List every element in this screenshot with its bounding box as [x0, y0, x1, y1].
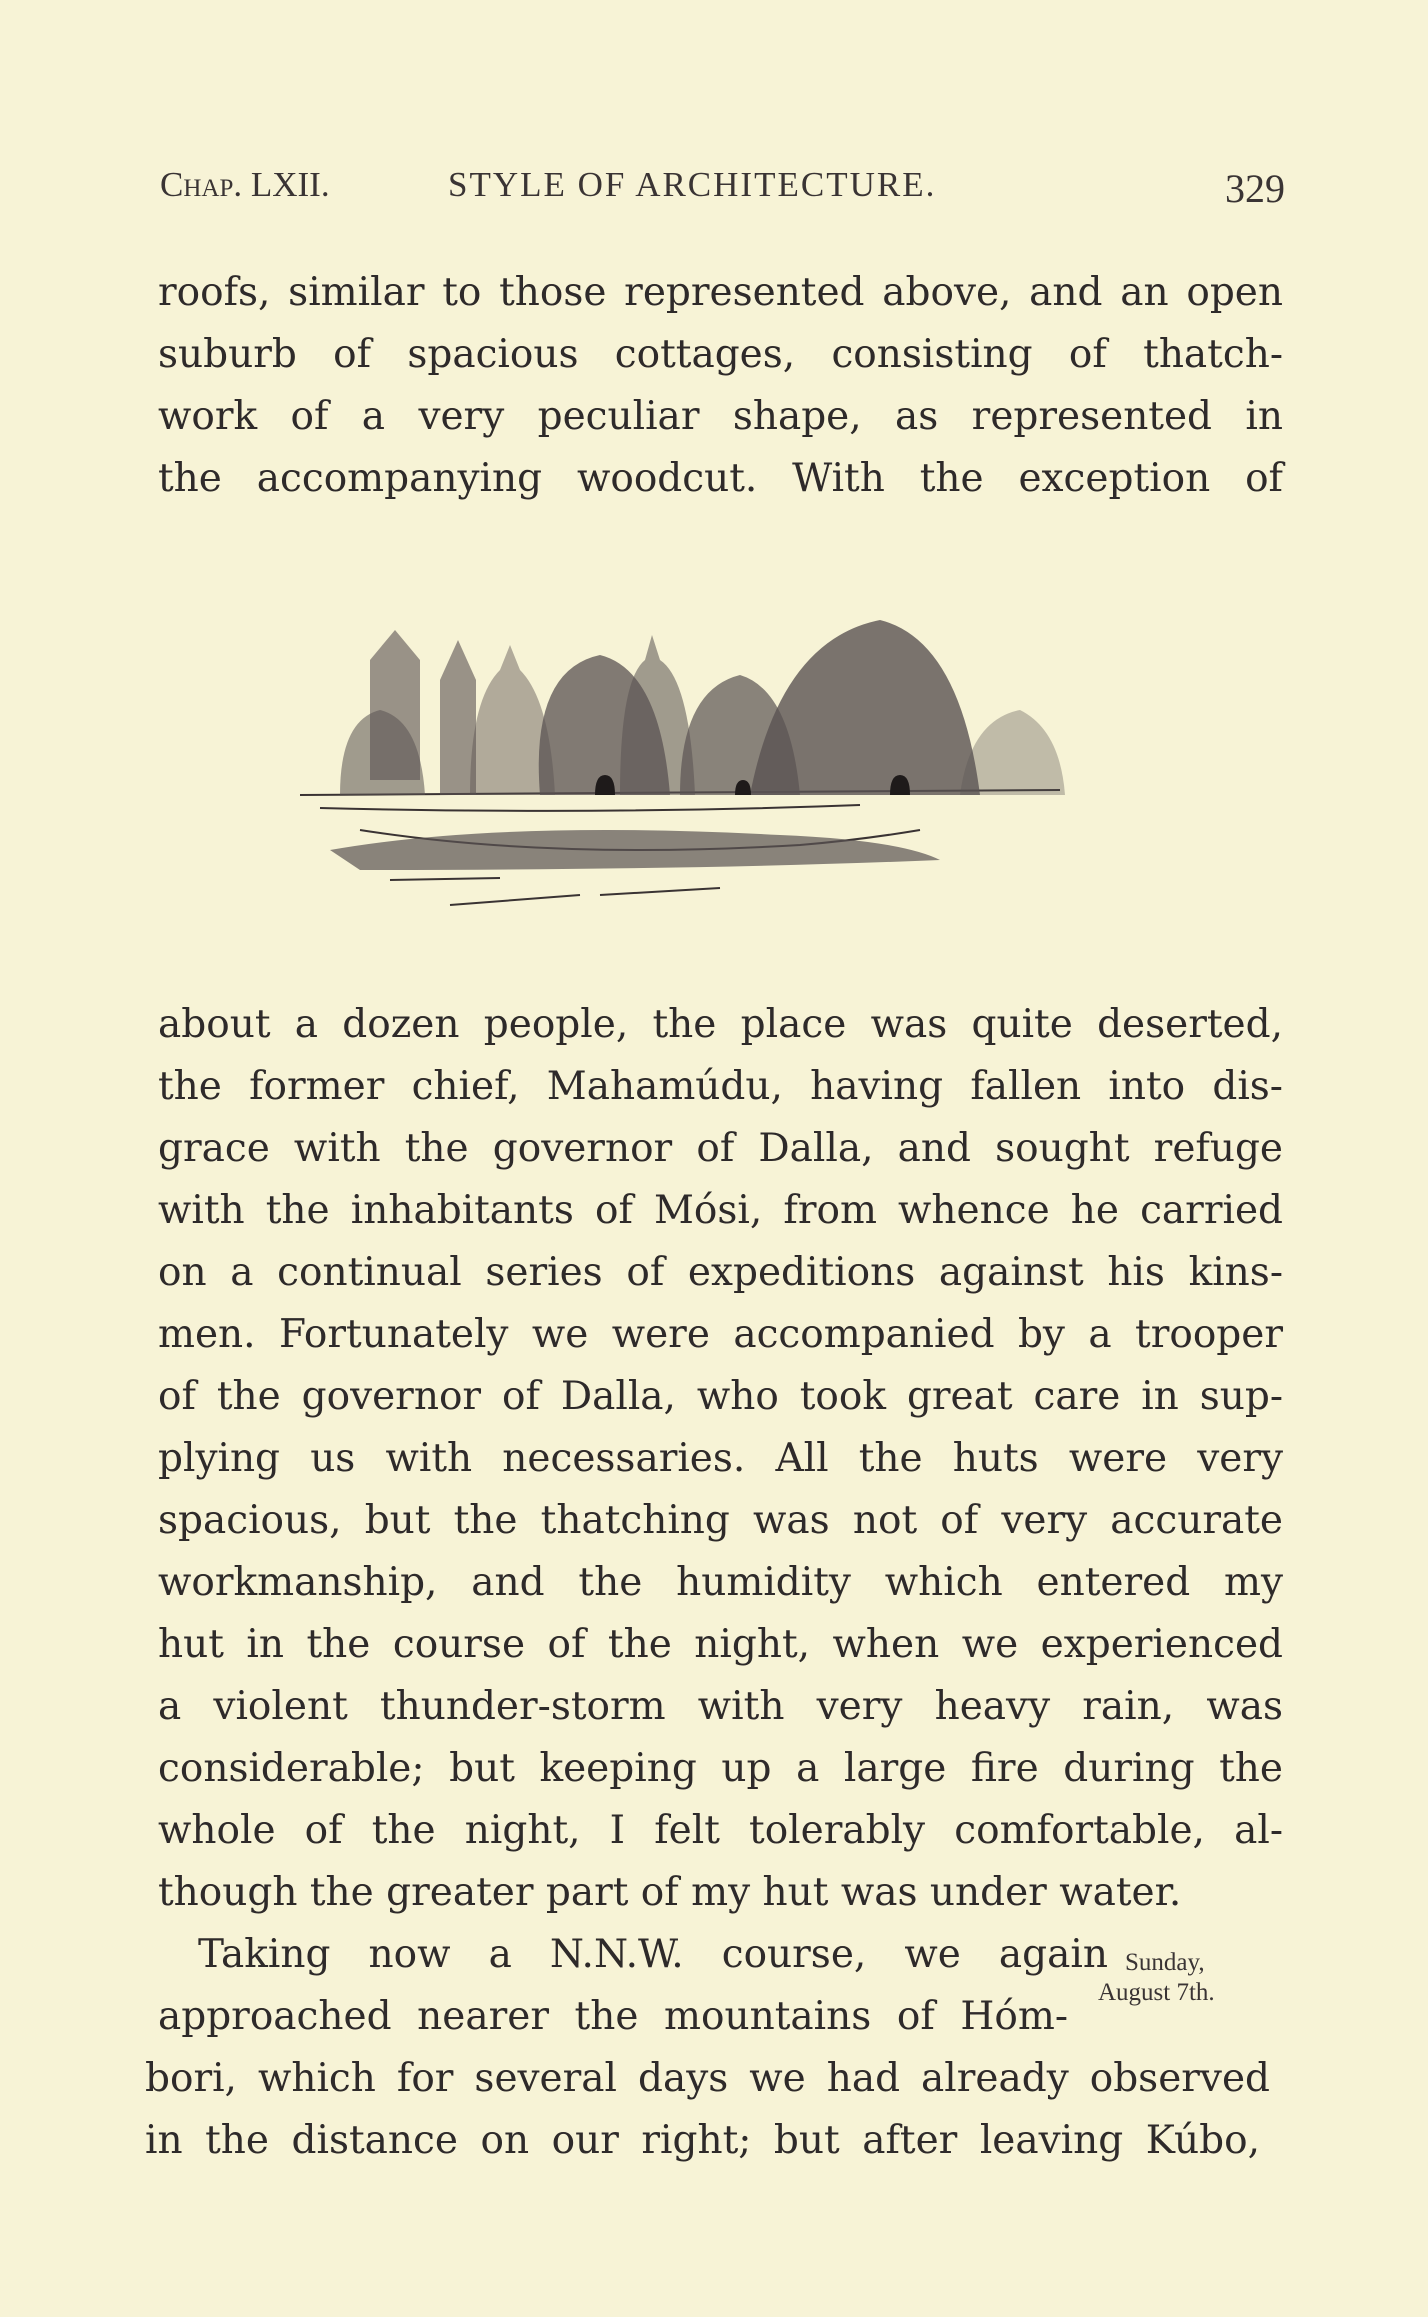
- text-line: men. Fortunately we were accompanied by a trooper: [158, 1312, 1283, 1357]
- text-line: approached nearer the mountains of Hóm-: [158, 1994, 1068, 2039]
- text-line: hut in the course of the night, when we experienced: [158, 1622, 1283, 1667]
- text-line: suburb of spacious cottages, consisting of thatch-: [158, 332, 1283, 377]
- text-line: roofs, similar to those represented above, and an open: [158, 270, 1283, 315]
- text-line: considerable; but keeping up a large fire during the: [158, 1746, 1283, 1791]
- chapter-label: Chap. LXII.: [160, 165, 330, 204]
- text-line: work of a very peculiar shape, as represented in: [158, 394, 1283, 439]
- text-line: the former chief, Mahamúdu, having fallen into dis-: [158, 1064, 1283, 1109]
- text-line: grace with the governor of Dalla, and sought refuge: [158, 1126, 1283, 1171]
- text-line: in the distance on our right; but after leaving Kúbo,: [145, 2118, 1260, 2163]
- text-line: though the greater part of my hut was under water.: [158, 1870, 1182, 1915]
- running-title: STYLE OF ARCHITECTURE.: [448, 165, 937, 204]
- running-header: [160, 165, 1285, 215]
- text-line: spacious, but the thatching was not of very accurate: [158, 1498, 1283, 1543]
- text-line: a violent thunder-storm with very heavy rain, was: [158, 1684, 1283, 1729]
- page-number: 329: [1225, 166, 1285, 211]
- text-line: workmanship, and the humidity which entered my: [158, 1560, 1283, 1605]
- text-line: plying us with necessaries. All the huts were very: [158, 1436, 1283, 1481]
- text-line: Taking now a N.N.W. course, we again: [198, 1932, 1108, 1977]
- text-line: on a continual series of expeditions against his kins-: [158, 1250, 1283, 1295]
- margin-note-date: August 7th.: [1098, 1979, 1215, 2006]
- text-line: the accompanying woodcut. With the exception of: [158, 456, 1283, 501]
- text-line: of the governor of Dalla, who took great care in sup-: [158, 1374, 1283, 1419]
- text-line: with the inhabitants of Mósi, from whence he carried: [158, 1188, 1283, 1233]
- text-line: about a dozen people, the place was quite deserted,: [158, 1002, 1283, 1047]
- woodcut-illustration: [300, 560, 1140, 950]
- text-line: whole of the night, I felt tolerably comfortable, al-: [158, 1808, 1283, 1853]
- text-line: bori, which for several days we had already observed: [145, 2056, 1270, 2101]
- margin-note-day: Sunday,: [1125, 1949, 1205, 1976]
